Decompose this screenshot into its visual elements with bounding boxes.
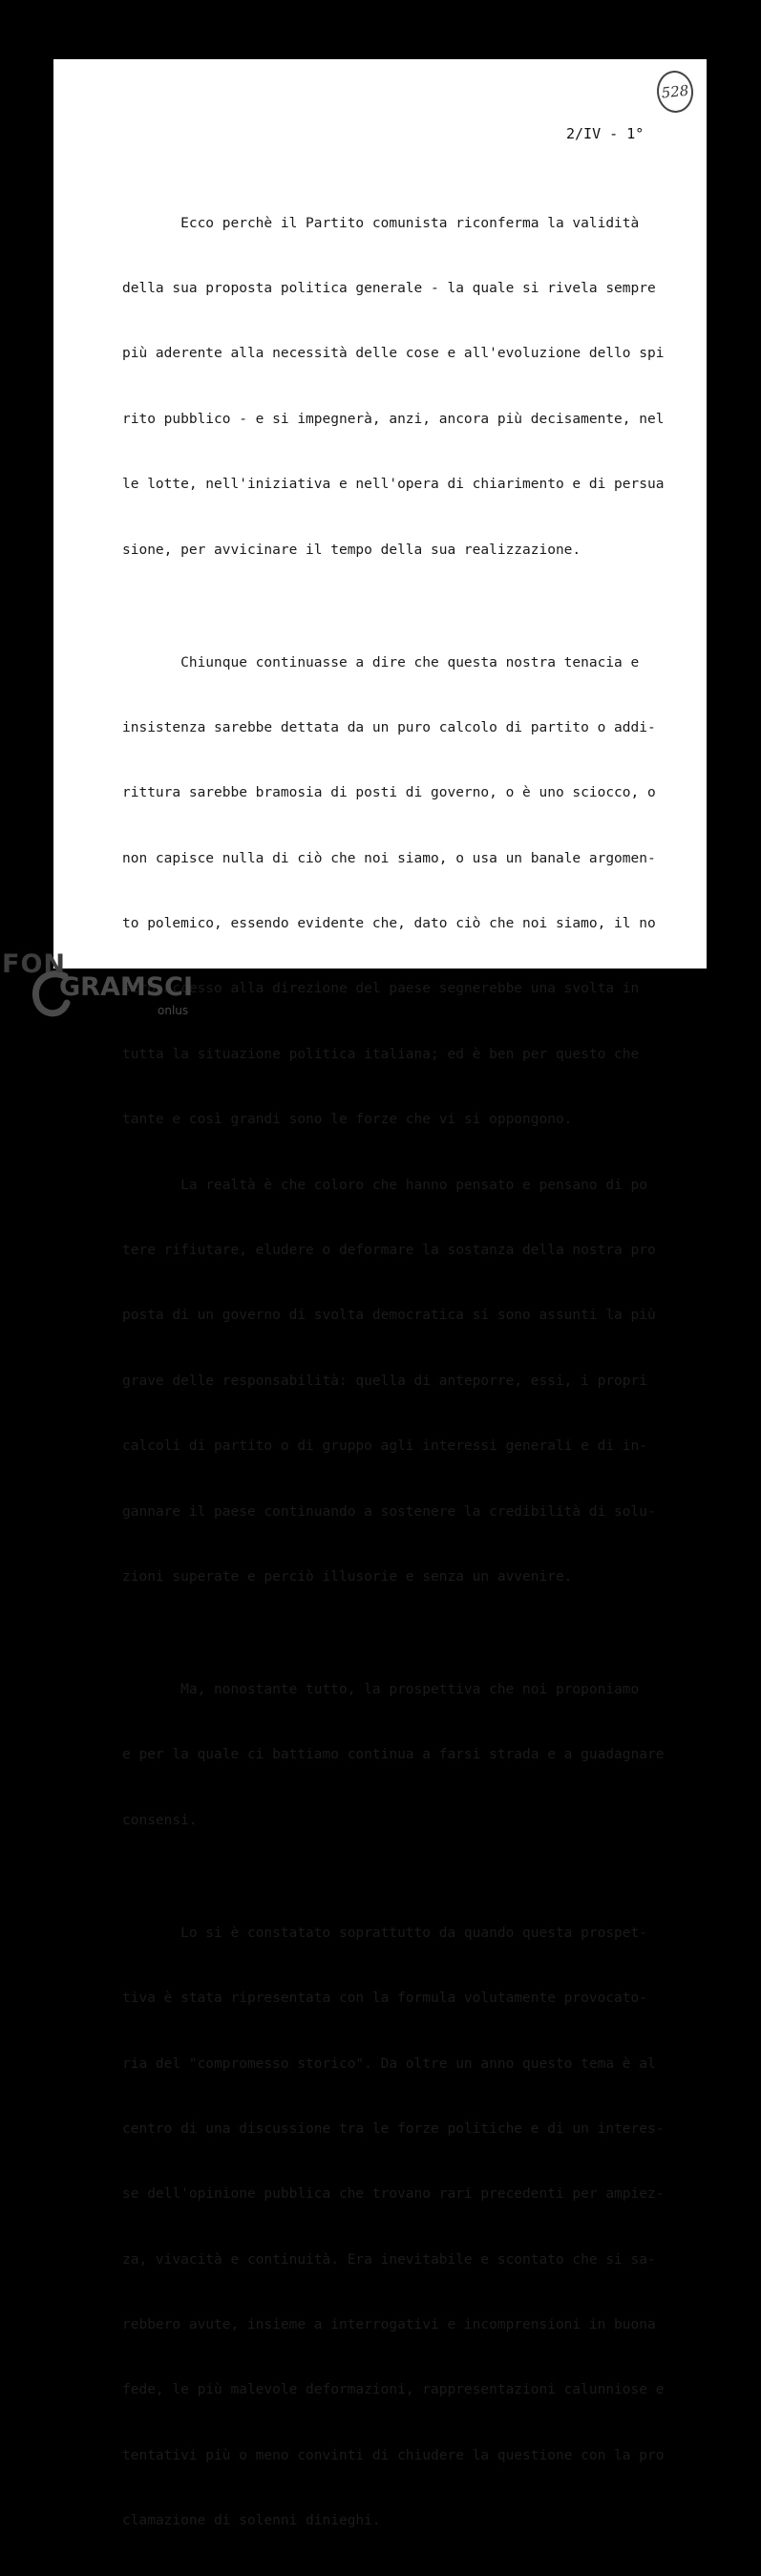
text-line: tiva è stata ripresentata con la formula volutamente provocato- <box>122 1991 647 2007</box>
page-folio: 2/IV - 1° <box>566 125 645 142</box>
text-line: posta di un governo di svolta democratica si sono assunti la più <box>122 1308 656 1324</box>
text-line: grave delle responsabilità: quella di anteporre, essi, i propri <box>122 1373 647 1389</box>
text-line: più aderente alla necessità delle cose e all'evoluzione dello spi <box>122 346 665 362</box>
text-line: non capisce nulla di ciò che noi siamo, o usa un banale argomen- <box>122 850 656 866</box>
watermark-text-sub: onlus <box>158 1004 189 1017</box>
text-line: calcoli di partito o di gruppo agli interessi generali e di in- <box>122 1438 647 1455</box>
text-line: za, vivacità e continuità. Era inevitabile e scontato che si sa- <box>122 2251 656 2267</box>
text-line: zioni superate e perciò illusorie e senza un avvenire. <box>122 1569 573 1585</box>
text-line: tentativi più o meno convinti di chiudere la questione con la pro <box>122 2447 665 2463</box>
text-line: le lotte, nell'iniziativa e nell'opera di chiarimento e di persua <box>122 477 665 493</box>
text-line: rittura sarebbe bramosia di posti di governo, o è uno sciocco, o <box>122 785 656 801</box>
text-line: tere rifiutare, eludere o deformare la sostanza della nostra pro <box>122 1243 656 1259</box>
text-line: tante e così grandi sono le forze che vi si oppongono. <box>122 1112 573 1128</box>
text-line: centro di una discussione tra le forze politiche e di un interes- <box>122 2120 665 2137</box>
text-line: e per la quale ci battiamo continua a farsi strada e a guadagnare <box>122 1747 665 1763</box>
text-line: rebbero avute, insieme a interrogativi e incomprensioni in buona <box>122 2317 656 2333</box>
archive-stamp-number: 528 <box>655 69 695 115</box>
text-line: gannare il paese continuando a sostenere la credibilità di solu- <box>122 1503 656 1520</box>
fondazione-gramsci-watermark <box>0 946 248 1032</box>
text-line: consensi. <box>122 1812 198 1828</box>
text-line: tutta la situazione politica italiana; ed è ben per questo che <box>122 1046 640 1062</box>
text-line: Ma, nonostante tutto, la prospettiva che noi proponiamo <box>122 1681 640 1697</box>
text-line: Lo si è constatato soprattutto da quando questa prospet- <box>122 1925 647 1941</box>
document-body <box>122 169 695 2576</box>
text-line: clamazione di solenni dinieghi. <box>122 2513 381 2529</box>
text-line: insistenza sarebbe dettata da un puro calcolo di partito o addi- <box>122 719 656 735</box>
watermark-text-top: FON <box>2 949 66 979</box>
watermark-text-main: GRAMSCI <box>59 972 194 1002</box>
text-line: La realtà è che coloro che hanno pensato e pensano di po <box>122 1177 647 1193</box>
text-line: to polemico, essendo evidente che, dato ciò che noi siamo, il no <box>122 916 656 932</box>
text-line: sione, per avvicinare il tempo della sua realizzazione. <box>122 542 581 558</box>
text-line: rito pubblico - e si impegnerà, anzi, ancora più decisamente, nel <box>122 411 665 427</box>
text-line: se dell'opinione pubblica che trovano rari precedenti per ampiez- <box>122 2186 665 2203</box>
text-line: della sua proposta politica generale - la quale si rivela sempre <box>122 280 656 296</box>
text-line: fede, le più malevole deformazioni, rappresentazioni calunniose e <box>122 2382 665 2398</box>
text-line: stro accesso alla direzione del paese segnerebbe una svolta in <box>122 981 640 997</box>
text-line: Chiunque continuasse a dire che questa nostra tenacia e <box>122 654 640 671</box>
text-line: Ecco perchè il Partito comunista riconferma la validità <box>122 215 640 231</box>
text-line: ria del "compromesso storico". Da oltre un anno questo tema è al <box>122 2055 656 2072</box>
